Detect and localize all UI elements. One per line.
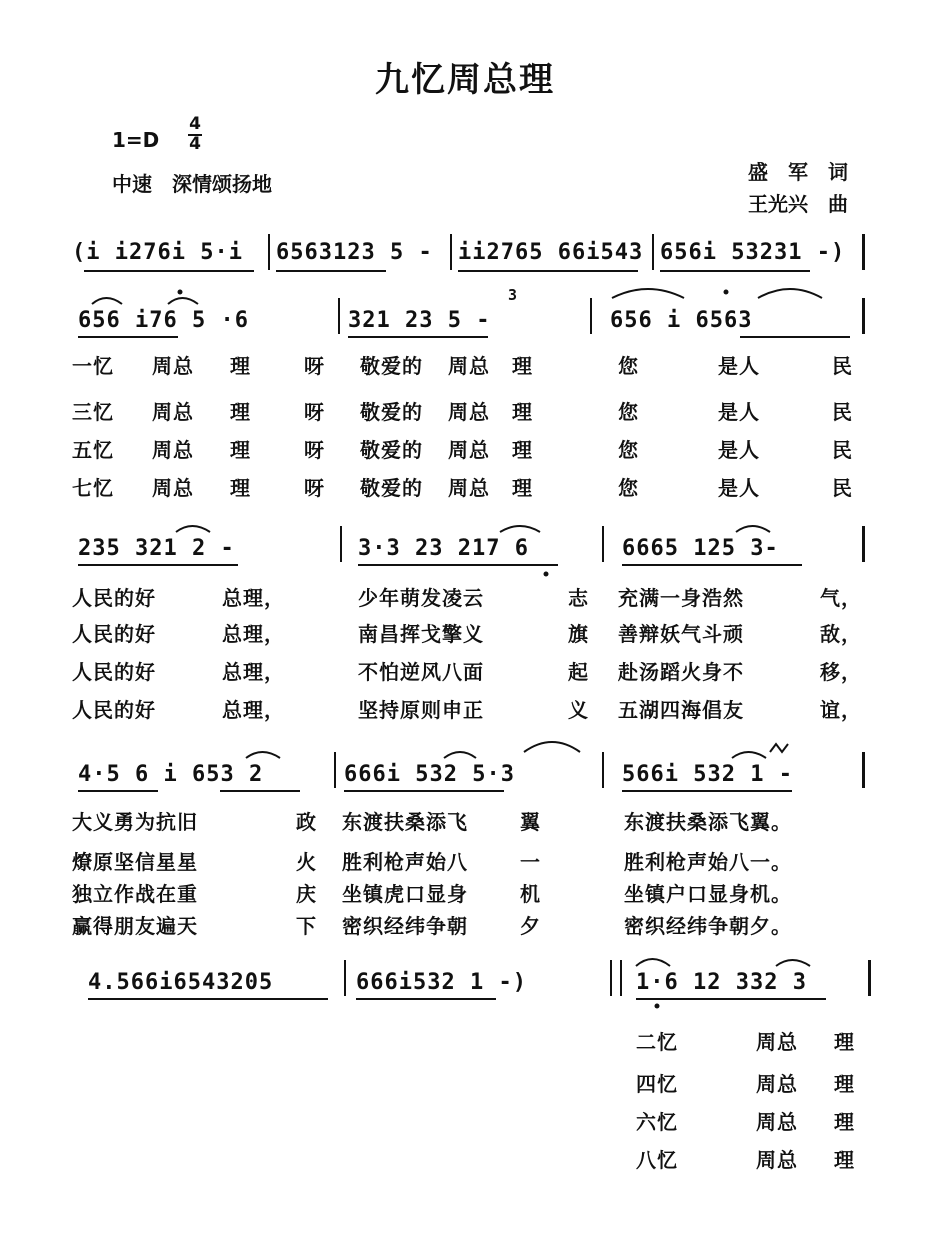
slur-arc [736,526,770,532]
beam-underline [356,998,496,1000]
lyric-word: 气， [820,586,862,610]
tempo-marking: 中速 深情颂扬地 [112,172,272,196]
lyric-word: 理 [834,1110,855,1134]
lyric-word: 周总 [448,400,490,424]
barline-end [862,234,865,270]
lyric-word: 理 [230,476,251,500]
lyric-word: 是人 [718,400,760,424]
barline [268,234,270,270]
lyric-word: 敬爱的 [360,400,423,424]
lyric-word: 坚持原则申正 [358,698,484,722]
interlude-measure-2: 666i532 1 -) [356,970,527,995]
lyric-word: 东渡扶桑添飞 [342,810,468,834]
beam-underline [348,336,488,338]
slur-arc [636,959,670,966]
barline [610,960,612,996]
key-signature: 1=D [112,128,160,152]
lyric-word: 义 [568,698,589,722]
lyric-word: 人民的好 [72,586,156,610]
verse-a-measure-3: 656 i 6563 [610,308,753,333]
beam-underline [358,564,558,566]
lyric-word: 周总 [448,476,490,500]
beam-underline [84,270,254,272]
lyric-word: 是人 [718,476,760,500]
lyric-word: 敌， [820,622,862,646]
slur-arc [776,960,810,966]
lyric-word: 五湖四海倡友 [618,698,744,722]
intro-measure-3: ii2765 66i543 [458,240,644,265]
low-dot [655,1004,660,1009]
beam-underline [660,270,810,272]
intro-measure-2: 6563123 5 - [276,240,433,265]
barline [338,298,340,334]
lyric-word: 总理， [222,586,285,610]
slur-arc [92,298,122,304]
lyric-word: 谊， [820,698,862,722]
lyric-word: 理 [230,400,251,424]
lyric-word: 胜利枪声始八 [342,850,468,874]
lyric-word: 理 [512,438,533,462]
lyric-word: 善辩妖气斗顽 [618,622,744,646]
lyric-word: 二忆 [636,1030,678,1054]
high-dot [178,290,183,295]
lyric-word: 不怕逆风八面 [358,660,484,684]
lyric-word: 赴汤蹈火身不 [618,660,744,684]
lyric-word: 翼 [520,810,541,834]
lyric-word: 理 [512,476,533,500]
barline [344,960,346,996]
barline [590,298,592,334]
lyric-word: 一忆 [72,354,114,378]
lyric-word: 呀 [304,476,325,500]
lyric-word: 少年萌发凌云 [358,586,484,610]
lyric-word: 敬爱的 [360,476,423,500]
lyric-word: 理 [230,354,251,378]
beam-underline [78,790,158,792]
slur-arc [732,752,766,758]
lyric-word: 民 [832,438,853,462]
lyric-word: 敬爱的 [360,438,423,462]
lyric-word: 五忆 [72,438,114,462]
barline-end [862,752,865,788]
lyricist-credit: 盛 军 词 [748,160,848,184]
lyric-word: 机 [520,882,541,906]
lyric-word: 南昌挥戈擎义 [358,622,484,646]
beam-underline [276,270,386,272]
lyric-word: 周总 [756,1072,798,1096]
intro-measure-1: (i i276i 5·i [72,240,243,265]
verse-b-measure-3: 6665 125 3- [622,536,779,561]
high-dot [724,290,729,295]
lyric-word: 起 [568,660,589,684]
beam-underline [220,790,300,792]
lyric-word: 理 [230,438,251,462]
lyric-word: 密织经纬争朝夕。 [624,914,792,938]
verse-c-measure-3: 566i 532 1 - [622,762,793,787]
lyric-word: 周总 [756,1030,798,1054]
lyric-word: 八忆 [636,1148,678,1172]
verse-c-measure-1: 4·5 6 i 653 2 [78,762,264,787]
lyric-word: 呀 [304,438,325,462]
lyric-word: 周总 [152,438,194,462]
lyric-word: 夕 [520,914,541,938]
beam-underline [78,336,178,338]
lyric-word: 坐镇户口显身机。 [624,882,792,906]
lyric-word: 旗 [568,622,589,646]
lyric-word: 周总 [152,400,194,424]
grace-note: 3 [508,286,519,304]
verse-c-measure-2: 666i 532 5·3 [344,762,515,787]
time-signature [188,116,202,153]
lyric-word: 民 [832,354,853,378]
lyric-word: 三忆 [72,400,114,424]
lyric-word: 赢得朋友遍天 [72,914,198,938]
lyric-word: 您 [618,438,639,462]
lyric-word: 独立作战在重 [72,882,198,906]
barline [602,752,604,788]
beam-underline [344,790,504,792]
composer-credit: 王光兴 曲 [748,192,848,216]
beam-underline [740,336,850,338]
lyric-word: 民 [832,476,853,500]
time-signature-top: 4 [189,114,201,134]
interlude-measure-1: 4.566i6543205 [88,970,274,995]
barline [620,960,622,996]
barline-end [868,960,871,996]
lyric-word: 周总 [448,438,490,462]
lyric-word: 您 [618,476,639,500]
barline-end [862,298,865,334]
lyric-word: 理 [834,1072,855,1096]
beam-underline [622,790,792,792]
lyric-word: 七忆 [72,476,114,500]
lyric-word: 东渡扶桑添飞翼。 [624,810,792,834]
refrain-measure-1: 1·6 12 332 3 [636,970,807,995]
beam-underline [88,998,328,1000]
low-dot [544,572,549,577]
lyric-word: 敬爱的 [360,354,423,378]
lyric-word: 总理， [222,622,285,646]
lyric-word: 下 [296,914,317,938]
lyric-word: 一 [520,850,541,874]
slur-arc [612,289,684,298]
lyric-word: 您 [618,354,639,378]
lyric-word: 理 [512,354,533,378]
lyric-word: 理 [834,1148,855,1172]
lyric-word: 充满一身浩然 [618,586,744,610]
lyric-word: 政 [296,810,317,834]
lyric-word: 周总 [152,354,194,378]
lyric-word: 总理， [222,660,285,684]
beam-underline [458,270,638,272]
lyric-word: 理 [512,400,533,424]
lyric-word: 人民的好 [72,622,156,646]
intro-measure-4: 656i 53231 -) [660,240,846,265]
lyric-word: 火 [296,850,317,874]
lyric-word: 周总 [448,354,490,378]
barline [602,526,604,562]
beam-underline [622,564,802,566]
time-signature-bottom: 4 [189,134,201,154]
lyric-word: 是人 [718,354,760,378]
lyric-word: 是人 [718,438,760,462]
lyric-word: 密织经纬争朝 [342,914,468,938]
slur-arc [500,526,540,532]
barline-end [862,526,865,562]
lyric-word: 周总 [756,1110,798,1134]
verse-a-measure-2: 321 23 5 - [348,308,491,333]
lyric-word: 坐镇虎口显身 [342,882,468,906]
song-title: 九忆周总理 [375,60,555,100]
slur-arc [246,752,280,758]
lyric-word: 总理， [222,698,285,722]
lyric-word: 理 [834,1030,855,1054]
barline [340,526,342,562]
lyric-word: 人民的好 [72,698,156,722]
lyric-word: 四忆 [636,1072,678,1096]
beam-underline [636,998,826,1000]
slur-arc [168,298,198,304]
barline [652,234,654,270]
barline [334,752,336,788]
lyric-word: 胜利枪声始八一。 [624,850,792,874]
verse-b-measure-1: 235 321 2 - [78,536,235,561]
lyric-word: 周总 [756,1148,798,1172]
trill-mark [770,744,788,752]
lyric-word: 六忆 [636,1110,678,1134]
verse-b-measure-2: 3·3 23 217 6 [358,536,529,561]
lyric-word: 志 [568,586,589,610]
slur-arc [444,752,476,758]
lyric-word: 呀 [304,354,325,378]
lyric-word: 移， [820,660,862,684]
slur-arc [758,289,822,298]
lyric-word: 周总 [152,476,194,500]
lyric-word: 大义勇为抗旧 [72,810,198,834]
beam-underline [78,564,238,566]
lyric-word: 您 [618,400,639,424]
slur-arc [524,742,580,752]
barline [450,234,452,270]
slur-arc [176,526,210,532]
lyric-word: 燎原坚信星星 [72,850,198,874]
lyric-word: 呀 [304,400,325,424]
lyric-word: 民 [832,400,853,424]
lyric-word: 人民的好 [72,660,156,684]
verse-a-measure-1: 656 i76 5 ·6 [78,308,249,333]
lyric-word: 庆 [296,882,317,906]
